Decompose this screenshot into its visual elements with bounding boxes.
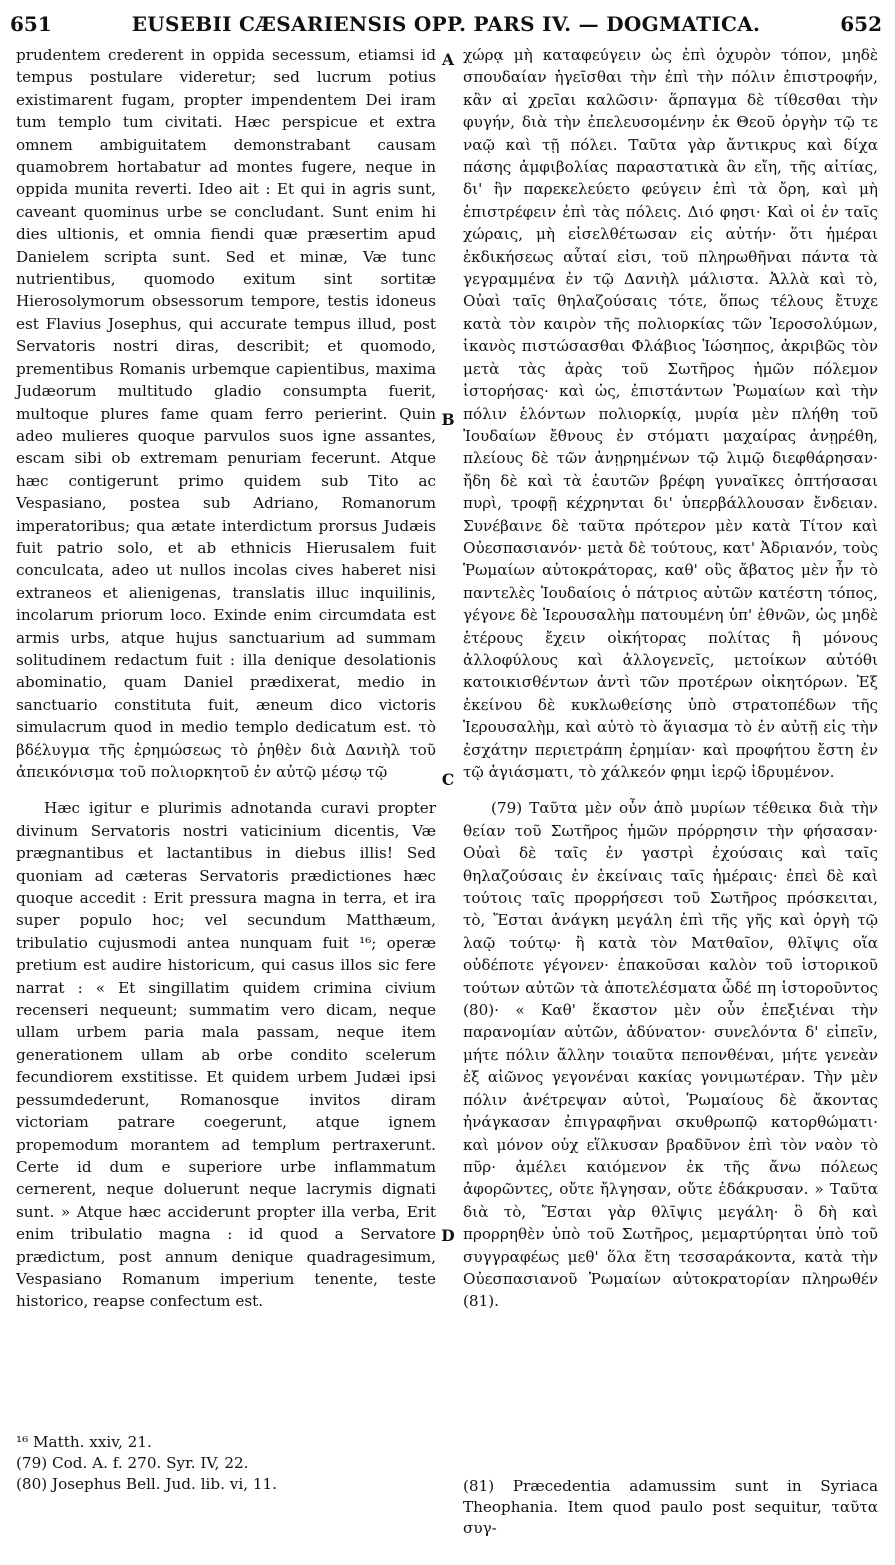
latin-paragraph-1: prudentem crederent in oppida secessum, etiamsi id tempus postulare videretur; sed lucrum potius existimarent fugam, propter impendentem Dei iram tum templo tum civitati. Hæc perspicue et extra omnem ambiguitatem demonstrabant causam quamobrem hortabatur ad montes fugere, neque in oppida munita reverti. Ideo ait : Et qui in agris sunt, caveant quominus urbe se concludant. Sunt enim hi dies ultionis, et omnia fiendi quæ præsertim apud Danielem scripta sunt. Sed et minæ, Væ tunc nutrientibus, quomodo exitum sint sortitæ Hierosolymorum obsessorum tempore, testis idoneus est Flavius Josephus, qui accurate tempus illud, post Servatoris nostri diras, describit; et quomodo, prementibus Romanis urbemque capientibus, maxima Judæorum multitudo gladio consumpta fuerit, multoque plures fame quam ferro perierint. Quin adeo mulieres quoque parvulos suos igne assantes, escam sibi ob extremam penuriam fecerunt. Atque hæc contigerunt primo quidem sub Tito ac Vespasiano, postea sub Adriano, Romanorum imperatoribus; qua ætate interdictum prorsus Judæis fuit patrio solo, et ab ethnicis Hierusalem fuit conculcata, adeo ut nullos incolas cives haberet nisi extraneos et alienigenas, translatis illuc inquilinis, incolarum priorum loco. Exinde enim circumdata est armis urbs, atque hujus sanctuarium ad summam solitudinem redactum fuit : illa denique desolationis abominatio, quam Daniel prædixerat, medio in sanctuario constituta fuit, æneum dico victoris simulacrum quod in medio templo dedicatum est. τὸ βδέλυγμα τῆς ἐρημώσεως τὸ ῥηθὲν διὰ Δανιὴλ τοῦ ἀπεικόνισμα τοῦ πολιορκητοῦ ἐν αὐτῷ μέσῳ τῷ [16,46,436,781]
greek-column [463,44,878,1313]
latin-paragraph-2: Hæc igitur e plurimis adnotanda curavi propter divinum Servatoris nostri vaticinium dicentis, Væ prægnantibus et lactantibus in diebus illis! Sed quoniam ad cæteras Servatoris prædictiones hæc quoque accedit : Erit pressura magna in terra, et ira super populo hoc; vel secundum Matthæum, tribulatio cujusmodi antea nunquam fuit ¹⁶; operæ pretium est audire historicum, qui casus illos sic fere narrat : « Et singillatim quidem crimina civium recenseri nequeunt; summatim vero dicam, neque ullam urbem paria mala passam, neque item generationem ullam ab orbe condito scelerum fecundiorem exstitisse. Et quidem urbem Judæi ipsi pessumdederunt, Romanosque invitos diram victoriam patrare coegerunt, atque ignem propemodum morantem ad templum pertraxerunt. Certe id dum e superiore urbe inflammatum cernerent, neque doluerunt neque lacrymis dignati sunt. » Atque hæc acciderunt propter illa verba, Erit enim tribulatio magna : id quod a Servatore prædictum, post annum denique quadragesimum, Vespasiano Romanum imperium tenente, teste historico, reapse confectum est. [16,799,436,1311]
section-marker-b: B [441,410,455,429]
page-number-right: 652 [840,12,882,36]
footnote-16: ¹⁶ Matth. xxiv, 21. [16,1433,152,1451]
section-markers [437,0,459,1565]
footnotes-right [463,1476,878,1539]
footnote-80: (80) Josephus Bell. Jud. lib. vi, 11. [16,1475,278,1493]
greek-paragraph-2: (79) Ταῦτα μὲν οὖν ἀπὸ μυρίων τέθεικα διὰ τὴν θείαν τοῦ Σωτῆρος ἡμῶν πρόρρησιν τὴν φήσασαν· Οὐαὶ δὲ ταῖς ἐν γαστρὶ ἐχούσαις καὶ ταῖς θηλαζούσαις ἐν ἐκείναις ταῖς ἡμέραις· ἐπεὶ δὲ καὶ τούτοις ταῖς προρρήσεσι τοῦ Σωτῆρος πρόσκειται, τὸ, Ἔσται ἀνάγκη μεγάλη ἐπὶ τῆς γῆς καὶ ὀργὴ τῷ λαῷ τούτῳ· ἢ κατὰ τὸν Ματθαῖον, θλῖψις οἵα οὐδέποτε γέγονεν· ἐπακοῦσαι καλὸν τοῦ ἱστορικοῦ τούτων αὐτῶν τὰ ἀποτελέσματα ὧδέ πη ἱστοροῦντος (80)· « Καθ' ἕκαστον μὲν οὖν ἐπεξιέναι τὴν παρανομίαν αὐτῶν, ἀδύνατον· συνελόντα δ' εἰπεῖν, μήτε πόλιν ἄλλην τοιαῦτα πεπονθέναι, μήτε γενεὰν ἐξ αἰῶνος γεγονέναι κακίας γονιμωτέραν. Τὴν μὲν πόλιν ἀνέτρεψαν αὐτοὶ, Ῥωμαίους δὲ ἄκοντας ἠνάγκασαν ἐπιγραφῆναι σκυθρωπῷ κατορθώματι· καὶ μόνον οὐχ εἵλκυσαν βραδῦνον ἐπὶ τὸν ναὸν τὸ πῦρ· ἀμέλει καιόμενον ἐκ τῆς ἄνω πόλεως ἀφορῶντες, οὔτε ἤλγησαν, οὔτε ἐδάκρυσαν. » Ταῦτα διὰ τὸ, Ἔσται γὰρ θλῖψις μεγάλη· ὃ δὴ καὶ προρρηθὲν ὑπὸ τοῦ Σωτῆρος, μεμαρτύρηται ὑπὸ τοῦ συγγραφέως μεθ' ὅλα ἔτη τεσσαράκοντα, κατὰ τὴν Οὐεσπασιανοῦ Ῥωμαίων αὐτοκρατορίαν πληρωθέν (81). [463,799,878,1311]
section-marker-c: C [441,770,455,789]
footnote-81: (81) Præcedentia adamussim sunt in Syriaca Theophania. Item quod paulo post sequitur, ταῦτα συγ- [463,1477,878,1537]
section-marker-d: D [441,1226,455,1245]
running-title: EUSEBII CÆSARIENSIS OPP. PARS IV. — DOGMATICA. [131,12,761,36]
footnotes-left [16,1432,436,1495]
greek-paragraph-1: χώρᾳ μὴ καταφεύγειν ὡς ἐπὶ ὀχυρὸν τόπον, μηδὲ σπουδαίαν ἡγεῖσθαι τὴν ἐπὶ τὴν πόλιν ἐπιστροφήν, κἂν αἱ χρεῖαι καλῶσιν· ἅρπαγμα δὲ τίθεσθαι τὴν φυγήν, διὰ τὴν ἐπελευσομένην ἐκ Θεοῦ ὀργὴν τῷ τε ναῷ καὶ τῇ πόλει. Ταῦτα γὰρ ἄντικρυς καὶ δίχα πάσης ἀμφιβολίας παραστατικὰ ἂν εἴη, τῆς αἰτίας, δι' ἣν παρεκελεύετο φεύγειν ἐπὶ τὰ ὄρη, καὶ μὴ ἐπιστρέφειν ἐπὶ τὰς πόλεις. Διό φησι· Καὶ οἱ ἐν ταῖς χώραις, μὴ εἰσελθέτωσαν εἰς αὐτήν· ὅτι ἡμέραι ἐκδικήσεως αὗταί εἰσι, τοῦ πληρωθῆναι πάντα τὰ γεγραμμένα ἐν τῷ Δανιὴλ μάλιστα. Ἀλλὰ καὶ τὸ, Οὐαὶ ταῖς θηλαζούσαις τότε, ὅπως τέλους ἔτυχε κατὰ τὸν καιρὸν τῆς πολιορκίας τῶν Ἱεροσολύμων, ἱκανὸς πιστώσασθαι Φλάβιος Ἰώσηπος, ἀκριβῶς τὸν μετὰ τὰς ἀρὰς τοῦ Σωτῆρος ἡμῶν πόλεμον ἱστορήσας· καὶ ὡς, ἐπιστάντων Ῥωμαίων καὶ τὴν πόλιν ἑλόντων πολιορκίᾳ, μυρία μὲν πλήθη τοῦ Ἰουδαίων ἔθνους ἐν στόματι μαχαίρας ἀνῃρέθη, πλείους δὲ τῶν ἀνῃρημένων τῷ λιμῷ διεφθάρησαν· ἤδη δὲ καὶ τὰ ἑαυτῶν βρέφη γυναῖκες ὀπτήσασαι πυρὶ, τροφῇ κέχρηνται δι' ὑπερβάλλουσαν ἔνδειαν. Συνέβαινε δὲ ταῦτα πρότερον μὲν κατὰ Τίτον καὶ Οὐεσπασιανόν· μετὰ δὲ τούτους, κατ' Ἀδριανόν, τοὺς Ῥωμαίων αὐτοκράτορας, καθ' οὓς ἄβατος μὲν ἦν τὸ παντελὲς Ἰουδαίοις ὁ πάτριος αὐτῶν κατέστη τόπος, γέγονε δὲ Ἱερουσαλὴμ πατουμένη ὑπ' ἐθνῶν, ὡς μηδὲ ἑτέρους ἔχειν οἰκήτορας πολίτας ἢ μόνους ἀλλοφύλους καὶ ἀλλογενεῖς, μετοίκων αὐτόθι κατοικισθέντων ἀντὶ τῶν προτέρων οἰκητόρων. Ἐξ ἐκείνου δὲ κυκλωθείσης ὑπὸ στρατοπέδων τῆς Ἱερουσαλὴμ, καὶ αὐτὸ τὸ ἅγιασμα τὸ ἐν αὐτῇ εἰς τὴν ἐσχάτην περιετράπη ἐρημίαν· καὶ προφήτου ἔστη ἐν τῷ ἁγιάσματι, τὸ χάλκεόν φημι ἱερῷ ἱδρυμένον. [463,46,878,781]
page-number-left: 651 [10,12,52,36]
section-marker-a: A [441,50,455,69]
footnote-79: (79) Cod. A. f. 270. Syr. IV, 22. [16,1454,249,1472]
latin-column [16,44,436,1313]
